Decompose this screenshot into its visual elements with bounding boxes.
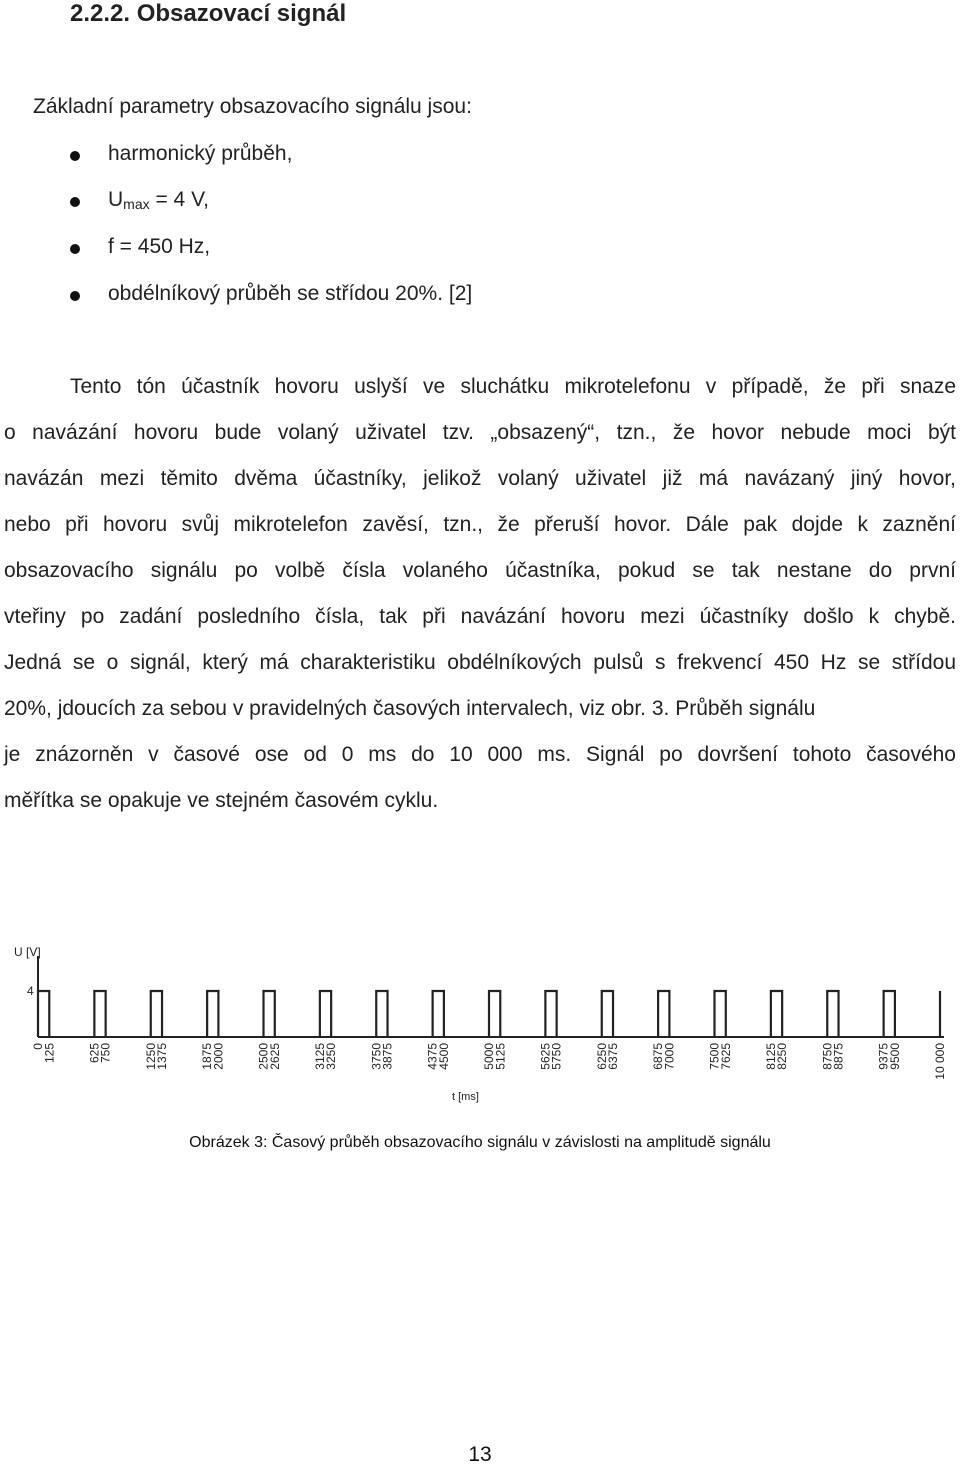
section-heading: 2.2.2. Obsazovací signál (70, 0, 347, 27)
x-tick-label: 2000 (211, 1043, 226, 1070)
x-tick-label: 6875 (651, 1043, 666, 1070)
list-item (108, 188, 209, 212)
x-axis-label: t [ms] (452, 1091, 479, 1103)
intro-text: Základní parametry obsazovacího signálu jsou: (33, 95, 472, 118)
x-tick-label: 125 (42, 1043, 57, 1064)
x-tick-label: 625 (87, 1043, 102, 1064)
page-number: 13 (468, 1443, 492, 1466)
paragraph-line: Jedná se o signál, který má charakteristiku obdélníkových pulsů s frekvencí 450 Hz se střídou (4, 651, 956, 674)
x-tick-label: 750 (98, 1043, 113, 1064)
list-item: obdélníkový průběh se střídou 20%. [2] (108, 282, 473, 305)
paragraph-line: Tento tón účastník hovoru uslyší ve sluchátku mikrotelefonu v případě, že při snaze (70, 375, 956, 398)
signal-pulse (151, 991, 162, 1037)
x-tick-label: 3875 (380, 1043, 395, 1070)
x-tick-label: 4500 (436, 1043, 451, 1070)
x-tick-label: 1875 (200, 1043, 215, 1070)
x-tick-label: 9375 (876, 1043, 891, 1070)
signal-pulse (376, 991, 387, 1037)
signal-pulse (320, 991, 331, 1037)
signal-pulse (433, 991, 444, 1037)
signal-pulse (715, 991, 726, 1037)
x-tick-label: 7500 (707, 1043, 722, 1070)
paragraph-line: vteřiny po zadání posledního čísla, tak při navázání hovoru mezi účastníky došlo k chybě. (4, 605, 956, 628)
signal-pulse (658, 991, 669, 1037)
signal-pulse (827, 991, 838, 1037)
bullet-icon (70, 244, 80, 254)
x-tick-label: 4375 (425, 1043, 440, 1070)
x-tick-label: 8250 (775, 1043, 790, 1070)
bullet-icon (70, 291, 80, 301)
paragraph-line: měřítka se opakuje ve stejném časovém cyklu. (4, 789, 439, 812)
x-tick-label: 1375 (155, 1043, 170, 1070)
x-tick-label: 3750 (369, 1043, 384, 1070)
x-tick-label: 2625 (267, 1043, 282, 1070)
list-item: harmonický průběh, (108, 142, 293, 165)
x-tick-label: 0 (31, 1043, 45, 1050)
signal-pulse (545, 991, 556, 1037)
signal-pulse (884, 991, 895, 1037)
x-tick-label: 7625 (718, 1043, 733, 1070)
paragraph-line: navázán mezi těmito dvěma účastníky, jelikož volaný uživatel již má navázaný jiný hovor, (4, 467, 956, 490)
signal-pulse (264, 991, 275, 1037)
signal-pulse (602, 991, 613, 1037)
x-tick-label: 5000 (482, 1043, 496, 1070)
x-tick-label: 10 000 (933, 1043, 947, 1080)
list-item: f = 450 Hz, (108, 235, 211, 258)
signal-pulse (207, 991, 218, 1037)
y-axis-label: U [V] (14, 945, 41, 959)
figure-caption: Obrázek 3: Časový průběh obsazovacího signálu v závislosti na amplitudě signálu (189, 1134, 771, 1151)
x-tick-label: 3125 (312, 1043, 327, 1070)
x-tick-label: 3250 (324, 1043, 339, 1070)
bullet-icon (70, 197, 80, 207)
x-tick-label: 8875 (831, 1043, 846, 1070)
x-tick-label: 1250 (143, 1043, 158, 1070)
signal-chart (0, 930, 960, 1110)
x-tick-label: 9500 (887, 1043, 902, 1070)
umax-symbol: U (108, 188, 124, 211)
x-tick-label: 6375 (606, 1043, 621, 1070)
signal-pulse (38, 991, 49, 1037)
y-tick-label: 4 (27, 984, 34, 998)
signal-pulse (489, 991, 500, 1037)
x-tick-label: 5625 (538, 1043, 553, 1070)
paragraph-line: nebo při hovoru svůj mikrotelefon zavěsí, tzn., že přeruší hovor. Dále pak dojde k zaznění (4, 513, 956, 536)
signal-pulse (771, 991, 782, 1037)
x-tick-label: 6250 (594, 1043, 609, 1070)
x-tick-label: 5750 (549, 1043, 564, 1070)
x-tick-label: 2500 (256, 1043, 271, 1070)
x-tick-label: 5125 (493, 1043, 508, 1070)
paragraph-line: je znázorněn v časové ose od 0 ms do 10 000 ms. Signál po dovršení tohoto časového (4, 743, 956, 766)
x-tick-label: 8125 (763, 1043, 778, 1070)
paragraph-line: o navázání hovoru bude volaný uživatel tzv. „obsazený“, tzn., že hovor nebude moci být (4, 421, 956, 444)
umax-subscript: max (123, 196, 150, 212)
signal-pulse (94, 991, 105, 1037)
paragraph-line: 20%, jdoucích za sebou v pravidelných časových intervalech, viz obr. 3. Průběh signálu (4, 697, 816, 720)
umax-value: = 4 V, (149, 188, 209, 211)
x-tick-label: 8750 (820, 1043, 835, 1070)
bullet-icon (70, 151, 80, 161)
x-tick-label: 7000 (662, 1043, 677, 1070)
paragraph-line: obsazovacího signálu po volbě čísla volaného účastníka, pokud se tak nestane do první (4, 559, 956, 582)
